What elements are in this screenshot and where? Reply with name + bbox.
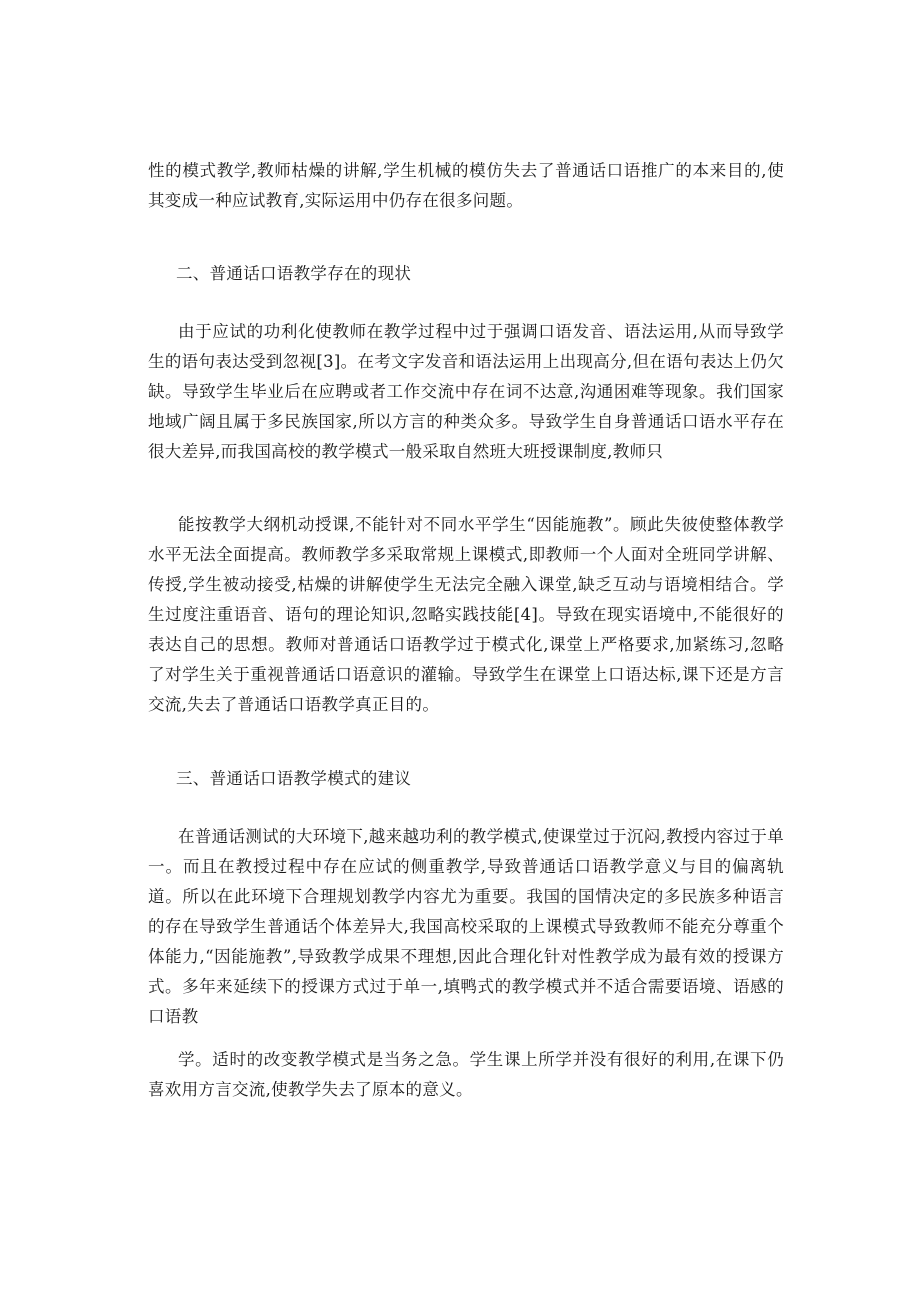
paragraph-status-1: 由于应试的功利化使教师在教学过程中过于强调口语发音、语法运用,从而导致学生的语句表达受到忽视[3]。在考文字发音和语法运用上出现高分,但在语句表达上仍欠缺。导致学生毕业后在应聘或者工作交流中存在词不达意,沟通困难等现象。我们国家地域广阔且属于多民族国家,所以方言的种类众多。导致学生自身普通话口语水平存在很大差异,而我国高校的教学模式一般采取自然班大班授课制度,教师只 xyxy=(148,322,784,461)
section-heading-suggestions: 三、普通话口语教学模式的建议 xyxy=(176,769,412,788)
paragraph-suggestions-1: 在普通话测试的大环境下,越来越功利的教学模式,使课堂过于沉闷,教授内容过于单一。而且在教授过程中存在应试的侧重教学,导致普通话口语教学意义与目的偏离轨道。所以在此环境下合理规划教学内容尤为重要。我国的国情决定的多民族多种语言的存在导致学生普通话个体差异大,我国高校采取的上课模式导致教师不能充分尊重个体能力,“因能施教”,导致教学成果不理想,因此合理化针对性教学成为最有效的授课方式。多年来延续下的授课方式过于单一,填鸭式的教学模式并不适合需要语境、语感的口语教 xyxy=(148,827,784,1026)
paragraph-suggestions-2: 学。适时的改变教学模式是当务之急。学生课上所学并没有很好的利用,在课下仍喜欢用方言交流,使教学失去了原本的意义。 xyxy=(148,1050,784,1099)
paragraph-status-2: 能按教学大纲机动授课,不能针对不同水平学生“因能施教”。顾此失彼使整体教学水平无法全面提高。教师教学多采取常规上课模式,即教师一个人面对全班同学讲解、传授,学生被动接受,枯燥的讲解使学生无法完全融入课堂,缺乏互动与语境相结合。学生过度注重语音、语句的理论知识,忽略实践技能[4]。导致在现实语境中,不能很好的表达自己的思想。教师对普通话口语教学过于模式化,课堂上严格要求,加紧练习,忽略了对学生关于重视普通话口语意识的灌输。导致学生在课堂上口语达标,课下还是方言交流,失去了普通话口语教学真正目的。 xyxy=(148,515,784,714)
paragraph-continuation: 性的模式教学,教师枯燥的讲解,学生机械的模仿失去了普通话口语推广的本来目的,使其变成一种应试教育,实际运用中仍存在很多问题。 xyxy=(148,161,784,210)
section-heading-current-status: 二、普通话口语教学存在的现状 xyxy=(176,264,412,283)
